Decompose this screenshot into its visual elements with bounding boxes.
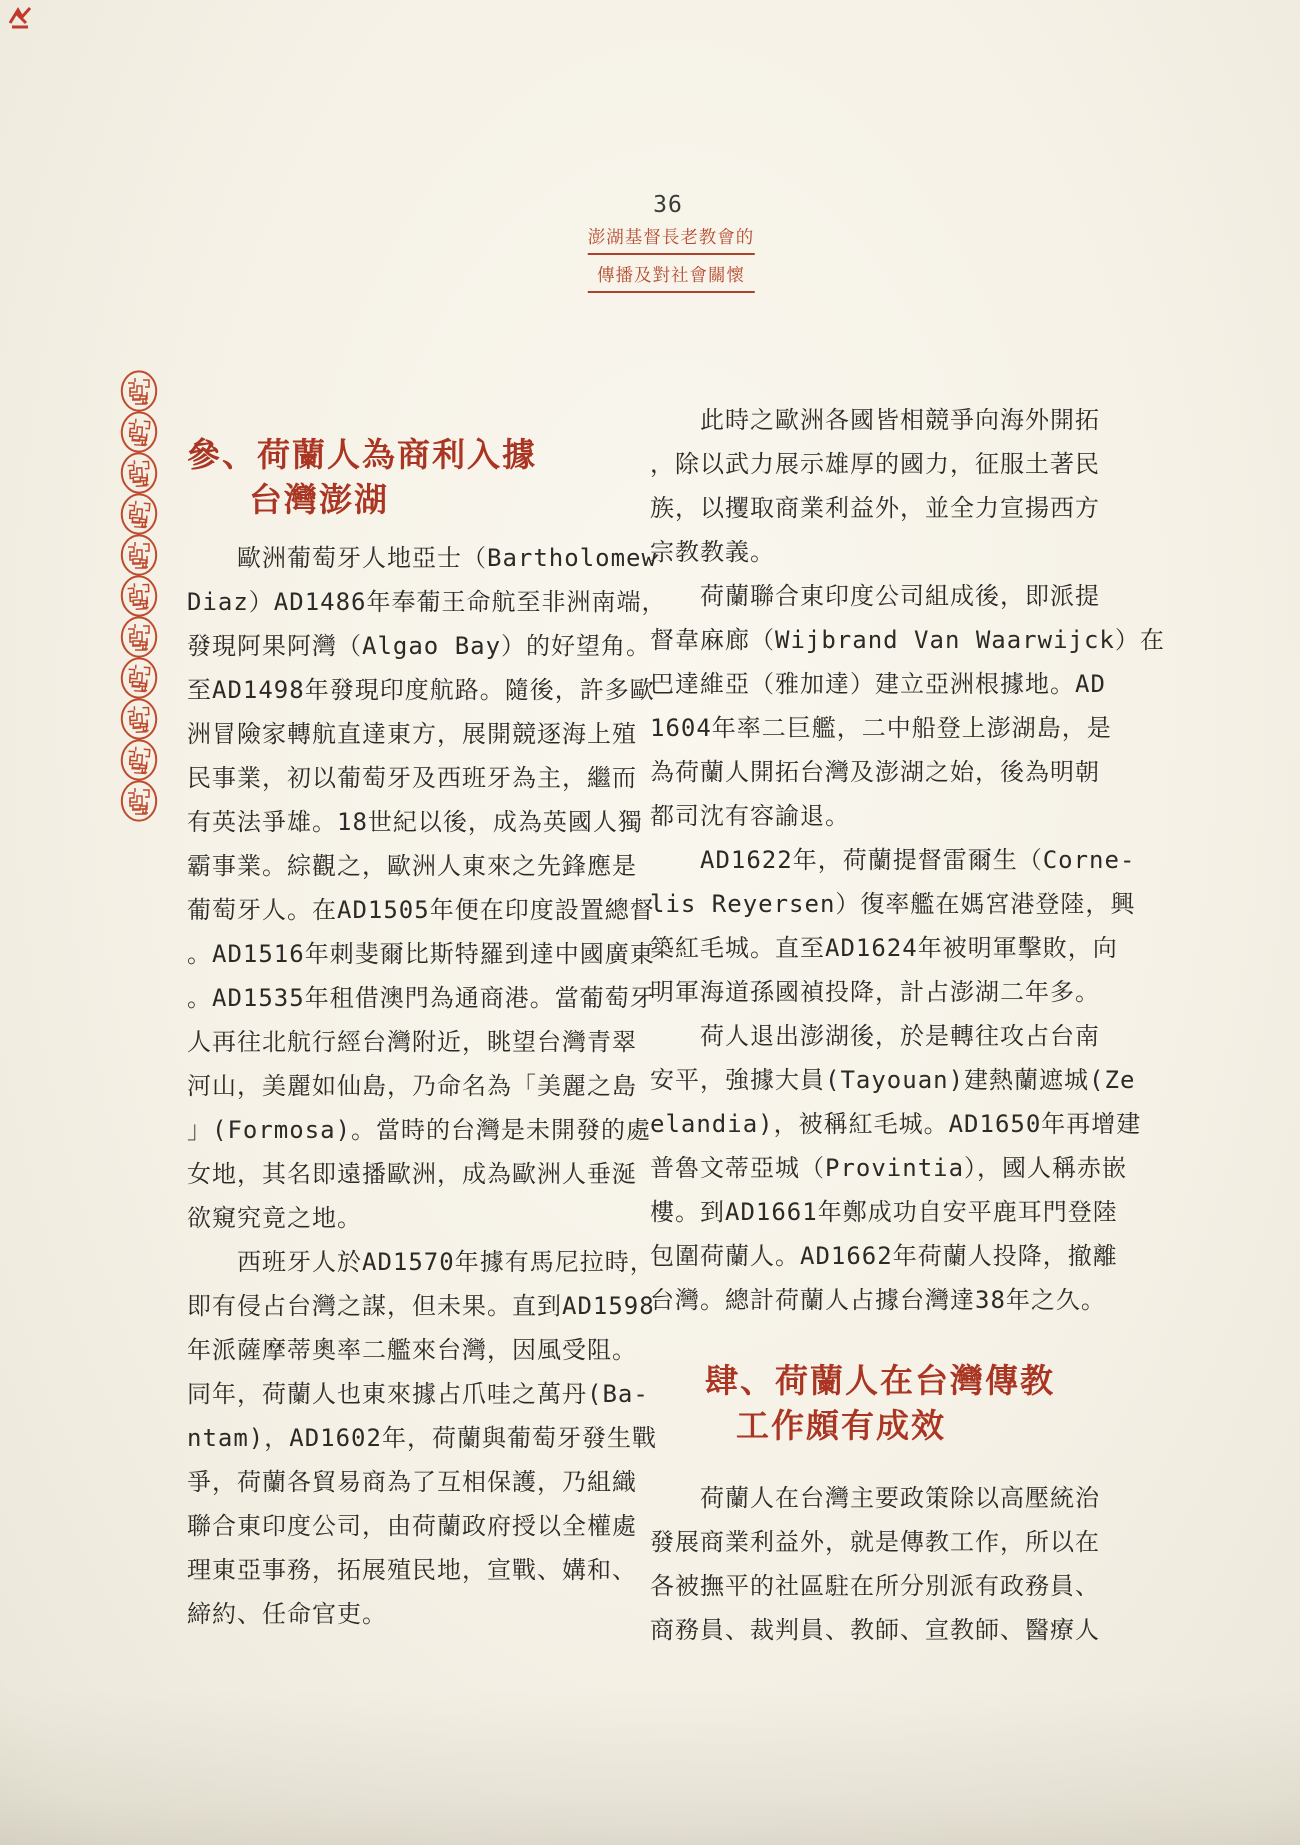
page-number: 36 bbox=[653, 192, 683, 218]
section-heading-4 bbox=[650, 1358, 1130, 1448]
body-text-line: 此時之歐洲各國皆相競爭向海外開拓 bbox=[650, 406, 1100, 434]
body-text-line: 西班牙人於AD1570年據有馬尼拉時， bbox=[187, 1248, 655, 1276]
body-text-line: 葡萄牙人。在AD1505年便在印度設置總督 bbox=[187, 896, 655, 924]
body-text-line: 督韋麻廊（Wijbrand Van Waarwijck）在 bbox=[650, 626, 1165, 654]
body-text-line: 聯合東印度公司，由荷蘭政府授以全權處 bbox=[187, 1512, 637, 1540]
body-text-line: 各被撫平的社區駐在所分別派有政務員、 bbox=[650, 1572, 1100, 1600]
right-column bbox=[650, 398, 1165, 1652]
right-column-text-top bbox=[650, 398, 1165, 1322]
body-text-line: 同年，荷蘭人也東來據占爪哇之萬丹(Ba- bbox=[187, 1380, 649, 1408]
body-text-line: lis Reyersen）復率艦在媽宮港登陸，興 bbox=[650, 890, 1136, 918]
header-title-line2: 傳播及對社會關懷 bbox=[588, 266, 755, 293]
body-text-line: 荷蘭聯合東印度公司組成後，即派提 bbox=[650, 582, 1100, 610]
header-title-line1: 澎湖基督長老教會的 bbox=[588, 228, 755, 255]
body-text-line: elandia)，被稱紅毛城。AD1650年再增建 bbox=[650, 1110, 1142, 1138]
seal-stamp-icon bbox=[119, 574, 159, 618]
body-text-line: 即有侵占台灣之謀，但未果。直到AD1598 bbox=[187, 1292, 655, 1320]
body-text-line: 爭，荷蘭各貿易商為了互相保護，乃組織 bbox=[187, 1468, 637, 1496]
body-text-line: 巴達維亞（雅加達）建立亞洲根據地。AD bbox=[650, 670, 1106, 698]
body-text-line: 荷蘭人在台灣主要政策除以高壓統治 bbox=[650, 1484, 1100, 1512]
body-text-line: 歐洲葡萄牙人地亞士（Bartholomew bbox=[187, 544, 657, 572]
body-text-line: 安平，強據大員(Tayouan)建熱蘭遮城(Ze bbox=[650, 1066, 1136, 1094]
corner-mark-icon bbox=[6, 3, 34, 31]
body-text-line: 商務員、裁判員、教師、宣教師、醫療人 bbox=[650, 1616, 1100, 1644]
body-text-line: 發現阿果阿灣（Algao Bay）的好望角。 bbox=[187, 632, 652, 660]
body-text-line: 台灣。總計荷蘭人占據台灣達38年之久。 bbox=[650, 1286, 1106, 1314]
seal-stamp-icon bbox=[120, 780, 158, 822]
body-text-line: Diaz）AD1486年奉葡王命航至非洲南端， bbox=[187, 588, 667, 616]
body-text-line: 人再往北航行經台灣附近，眺望台灣青翠 bbox=[187, 1028, 637, 1056]
body-text-line: 樓。到AD1661年鄭成功自安平鹿耳門登陸 bbox=[650, 1198, 1118, 1226]
body-text-line: 有英法爭雄。18世紀以後，成為英國人獨 bbox=[187, 808, 643, 836]
seal-stamp-icon bbox=[120, 616, 158, 658]
seal-stamp-icon bbox=[119, 656, 160, 701]
body-text-line: 包圍荷蘭人。AD1662年荷蘭人投降，撤離 bbox=[650, 1242, 1118, 1270]
body-text-line: 洲冒險家轉航直達東方，展開競逐海上殖 bbox=[187, 720, 637, 748]
body-text-line: 理東亞事務，拓展殖民地，宣戰、媾和、 bbox=[187, 1556, 637, 1584]
body-text-line: 荷人退出澎湖後，於是轉往攻占台南 bbox=[650, 1022, 1100, 1050]
body-text-line: 欲窺究竟之地。 bbox=[187, 1204, 362, 1232]
seal-stamp-icon bbox=[119, 410, 160, 455]
seal-chain-decoration bbox=[120, 370, 160, 821]
left-column-text bbox=[187, 536, 667, 1636]
seal-stamp-icon bbox=[119, 697, 159, 741]
body-text-line: 明軍海道孫國禎投降，計占澎湖二年多。 bbox=[650, 978, 1100, 1006]
seal-stamp-icon bbox=[120, 370, 158, 412]
body-text-line: 族，以攫取商業利益外，並全力宣揚西方 bbox=[650, 494, 1100, 522]
section-heading-3 bbox=[187, 432, 647, 522]
body-text-line: 。AD1535年租借澳門為通商港。當葡萄牙 bbox=[187, 984, 655, 1012]
body-text-line: 宗教教義。 bbox=[650, 538, 775, 566]
right-column-text-bottom bbox=[650, 1476, 1130, 1652]
body-text-line: 都司沈有容諭退。 bbox=[650, 802, 850, 830]
body-text-line: 女地，其名即遠播歐洲，成為歐洲人垂涎 bbox=[187, 1160, 637, 1188]
page-bottom-shading bbox=[0, 1690, 1300, 1845]
body-text-line: 」(Formosa)。當時的台灣是未開發的處 bbox=[187, 1116, 652, 1144]
running-header bbox=[588, 228, 755, 304]
body-text-line: 霸事業。綜觀之，歐洲人東來之先鋒應是 bbox=[187, 852, 637, 880]
body-text-line: 發展商業利益外，就是傳教工作，所以在 bbox=[650, 1528, 1100, 1556]
body-text-line: 1604年率二巨艦，二中船登上澎湖島，是 bbox=[650, 714, 1112, 742]
body-text-line: 締約、任命官吏。 bbox=[187, 1600, 387, 1628]
section-heading-3-line1: 參、荷蘭人為商利入據 bbox=[187, 435, 537, 474]
seal-stamp-icon bbox=[119, 492, 160, 537]
body-text-line: 民事業，初以葡萄牙及西班牙為主，繼而 bbox=[187, 764, 637, 792]
seal-stamp-icon bbox=[120, 534, 158, 576]
body-text-line: 。AD1516年刺斐爾比斯特羅到達中國廣東 bbox=[187, 940, 655, 968]
body-text-line: 河山，美麗如仙島，乃命名為「美麗之島 bbox=[187, 1072, 637, 1100]
body-text-line: 築紅毛城。直至AD1624年被明軍擊敗，向 bbox=[650, 934, 1118, 962]
body-text-line: 普魯文蒂亞城（Provintia），國人稱赤嵌 bbox=[650, 1154, 1128, 1182]
body-text-line: 為荷蘭人開拓台灣及澎湖之始，後為明朝 bbox=[650, 758, 1100, 786]
section-heading-4-line2: 工作頗有成效 bbox=[736, 1406, 946, 1445]
body-text-line: ，除以武力展示雄厚的國力，征服土著民 bbox=[650, 450, 1100, 478]
seal-stamp-icon bbox=[119, 451, 159, 495]
seal-stamp-icon bbox=[119, 738, 160, 783]
body-text-line: ntam)，AD1602年，荷蘭與葡萄牙發生戰 bbox=[187, 1424, 657, 1452]
section-heading-3-line2: 台灣澎湖 bbox=[249, 480, 389, 519]
section-heading-4-line1: 肆、荷蘭人在台灣傳教 bbox=[705, 1361, 1055, 1400]
body-text-line: 年派薩摩蒂奧率二艦來台灣，因風受阻。 bbox=[187, 1336, 637, 1364]
body-text-line: AD1622年，荷蘭提督雷爾生（Corne- bbox=[650, 846, 1136, 874]
body-text-line: 至AD1498年發現印度航路。隨後，許多歐 bbox=[187, 676, 655, 704]
left-column bbox=[187, 432, 667, 1636]
